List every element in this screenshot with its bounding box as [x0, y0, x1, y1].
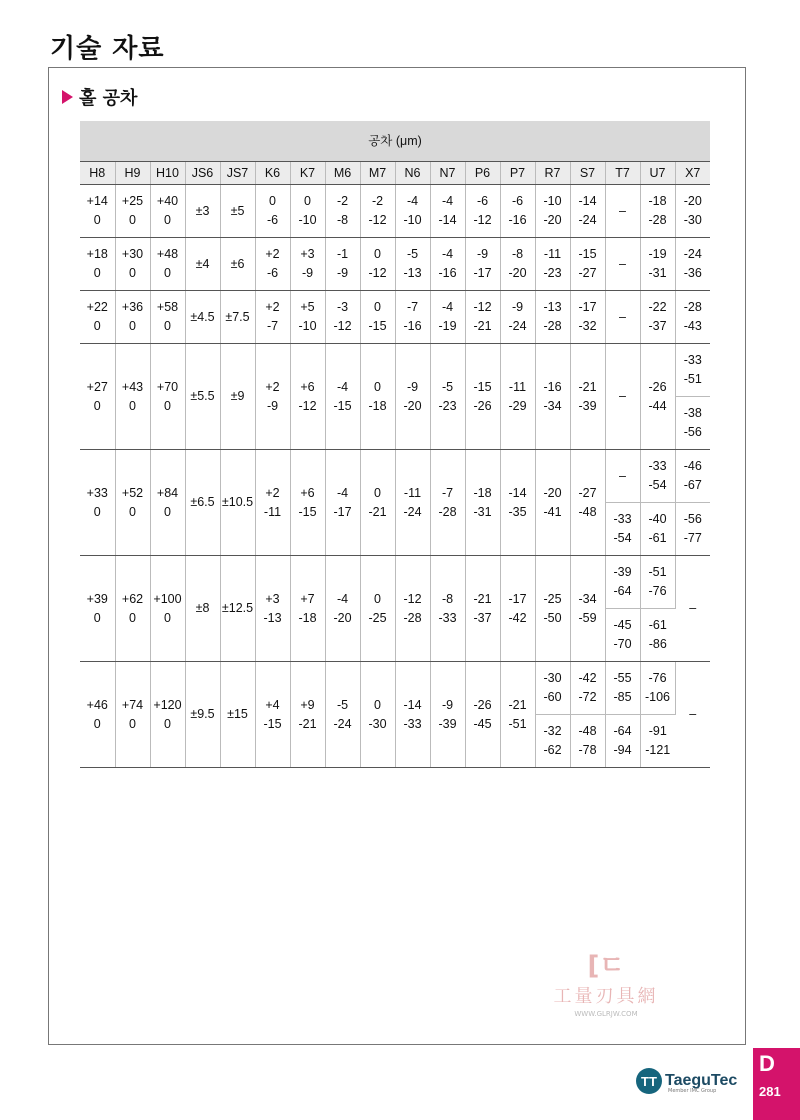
table-cell: +3 -13: [255, 556, 290, 662]
column-header: JS7: [220, 162, 255, 185]
table-cell: -8 -33: [430, 556, 465, 662]
table-cell: -91 -121: [640, 715, 675, 768]
table-cell: -4 -16: [430, 238, 465, 291]
table-cell: –: [605, 450, 640, 503]
table-cell: +70 0: [150, 344, 185, 450]
table-cell: -5 -24: [325, 662, 360, 768]
table-cell: +62 0: [115, 556, 150, 662]
watermark-logo-icon: [ㄷ: [587, 951, 625, 981]
table-cell: +3 -9: [290, 238, 325, 291]
table-cell: -27 -48: [570, 450, 605, 556]
table-cell: +27 0: [80, 344, 115, 450]
table-cell: -20 -30: [675, 185, 710, 238]
column-header: S7: [570, 162, 605, 185]
table-cell: +84 0: [150, 450, 185, 556]
table-cell: +25 0: [115, 185, 150, 238]
section-heading: [62, 84, 137, 110]
table-cell: -17 -42: [500, 556, 535, 662]
table-cell: +2 -7: [255, 291, 290, 344]
table-cell: -6 -12: [465, 185, 500, 238]
table-cell: 0 -10: [290, 185, 325, 238]
table-cell: ±12.5: [220, 556, 255, 662]
watermark: [536, 945, 676, 1018]
table-cell: –: [675, 662, 710, 768]
table-cell: -40 -61: [640, 503, 675, 556]
page-number: 281: [759, 1084, 781, 1099]
table-cell: -11 -24: [395, 450, 430, 556]
table-cell: -18 -31: [465, 450, 500, 556]
table-cell: –: [605, 185, 640, 238]
table-cell: -2 -12: [360, 185, 395, 238]
table-cell: -26 -45: [465, 662, 500, 768]
table-cell: +58 0: [150, 291, 185, 344]
table-cell: -19 -31: [640, 238, 675, 291]
table-cell: ±3: [185, 185, 220, 238]
table-cell: +36 0: [115, 291, 150, 344]
table-cell: -21 -37: [465, 556, 500, 662]
table-cell: -33 -51: [675, 344, 710, 397]
table-cell: –: [605, 238, 640, 291]
table-cell: -13 -28: [535, 291, 570, 344]
table-cell: ±6.5: [185, 450, 220, 556]
column-header: X7: [675, 162, 710, 185]
table-cell: +33 0: [80, 450, 115, 556]
table-cell: ±8: [185, 556, 220, 662]
section-title: 홀 공차: [79, 88, 138, 109]
table-cell: -4 -14: [430, 185, 465, 238]
table-cell: ±9: [220, 344, 255, 450]
table-cell: –: [675, 556, 710, 662]
table-cell: -18 -28: [640, 185, 675, 238]
table-cell: -61 -86: [640, 609, 675, 662]
table-cell: -4 -17: [325, 450, 360, 556]
table-cell: 0 -6: [255, 185, 290, 238]
table-cell: -15 -27: [570, 238, 605, 291]
column-header: N7: [430, 162, 465, 185]
table-cell: 0 -30: [360, 662, 395, 768]
table-cell: -33 -54: [640, 450, 675, 503]
table-cell: -12 -28: [395, 556, 430, 662]
column-header: H10: [150, 162, 185, 185]
table-cell: -51 -76: [640, 556, 675, 609]
column-header: T7: [605, 162, 640, 185]
watermark-url: WWW.GLRJW.COM: [574, 1010, 638, 1018]
table-cell: +14 0: [80, 185, 115, 238]
table-cell: +4 -15: [255, 662, 290, 768]
table-cell: -30 -60: [535, 662, 570, 715]
table-cell: +6 -15: [290, 450, 325, 556]
table-cell: -21 -51: [500, 662, 535, 768]
table-cell: ±4: [185, 238, 220, 291]
table-cell: -14 -35: [500, 450, 535, 556]
table-cell: +120 0: [150, 662, 185, 768]
taegutec-logo-icon: TT: [636, 1068, 662, 1094]
column-header: R7: [535, 162, 570, 185]
table-cell: +40 0: [150, 185, 185, 238]
brand-subtitle: Member IMC Group: [668, 1088, 717, 1094]
column-header: K6: [255, 162, 290, 185]
table-cell: -33 -54: [605, 503, 640, 556]
table-cell: -76 -106: [640, 662, 675, 715]
table-cell: -3 -12: [325, 291, 360, 344]
table-cell: -9 -20: [395, 344, 430, 450]
table-cell: -5 -23: [430, 344, 465, 450]
table-cell: –: [605, 291, 640, 344]
brand-logo-block: [636, 1068, 737, 1094]
table-cell: –: [605, 344, 640, 450]
table-cell: -20 -41: [535, 450, 570, 556]
table-cell: +100 0: [150, 556, 185, 662]
column-header: U7: [640, 162, 675, 185]
table-cell: -64 -94: [605, 715, 640, 768]
table-cell: -14 -33: [395, 662, 430, 768]
table-cell: +7 -18: [290, 556, 325, 662]
table-cell: -6 -16: [500, 185, 535, 238]
table-cell: -34 -59: [570, 556, 605, 662]
table-cell: ±10.5: [220, 450, 255, 556]
column-header: M7: [360, 162, 395, 185]
table-cell: -45 -70: [605, 609, 640, 662]
table-cell: -11 -23: [535, 238, 570, 291]
column-header: P7: [500, 162, 535, 185]
table-cell: 0 -15: [360, 291, 395, 344]
watermark-text: 工量刃具網: [553, 986, 659, 1007]
table-cell: -4 -20: [325, 556, 360, 662]
table-cell: ±9.5: [185, 662, 220, 768]
table-cell: -26 -44: [640, 344, 675, 450]
table-cell: -9 -24: [500, 291, 535, 344]
table-cell: +18 0: [80, 238, 115, 291]
table-cell: +2 -11: [255, 450, 290, 556]
column-header: P6: [465, 162, 500, 185]
page-title: 기술 자료: [50, 34, 165, 64]
table-caption: 공차 (μm): [80, 121, 710, 162]
table-cell: -15 -26: [465, 344, 500, 450]
table-cell: -7 -16: [395, 291, 430, 344]
table-cell: ±15: [220, 662, 255, 768]
table-cell: +2 -9: [255, 344, 290, 450]
table-cell: +48 0: [150, 238, 185, 291]
table-cell: -56 -77: [675, 503, 710, 556]
table-cell: ±6: [220, 238, 255, 291]
section-tab-letter: D: [759, 1051, 775, 1076]
table-cell: 0 -18: [360, 344, 395, 450]
table-cell: -11 -29: [500, 344, 535, 450]
table-cell: -5 -13: [395, 238, 430, 291]
table-cell: +43 0: [115, 344, 150, 450]
table-cell: -39 -64: [605, 556, 640, 609]
table-cell: -21 -39: [570, 344, 605, 450]
table-cell: 0 -12: [360, 238, 395, 291]
column-header: H8: [80, 162, 115, 185]
table-cell: +22 0: [80, 291, 115, 344]
table-cell: ±7.5: [220, 291, 255, 344]
section-tab: [753, 1048, 800, 1120]
table-cell: -4 -10: [395, 185, 430, 238]
hole-tolerance-table: [80, 121, 710, 768]
brand-name: TaeguTec: [665, 1072, 738, 1089]
table-cell: -14 -24: [570, 185, 605, 238]
table-cell: -46 -67: [675, 450, 710, 503]
table-cell: -28 -43: [675, 291, 710, 344]
column-header: K7: [290, 162, 325, 185]
table-cell: -48 -78: [570, 715, 605, 768]
table-cell: -8 -20: [500, 238, 535, 291]
table-cell: -17 -32: [570, 291, 605, 344]
table-cell: -7 -28: [430, 450, 465, 556]
table-cell: -32 -62: [535, 715, 570, 768]
table-cell: -42 -72: [570, 662, 605, 715]
table-cell: -4 -19: [430, 291, 465, 344]
table-cell: +74 0: [115, 662, 150, 768]
table-cell: -38 -56: [675, 397, 710, 450]
table-cell: ±5.5: [185, 344, 220, 450]
table-cell: +30 0: [115, 238, 150, 291]
table-cell: -9 -17: [465, 238, 500, 291]
column-header: N6: [395, 162, 430, 185]
table-cell: -55 -85: [605, 662, 640, 715]
table-cell: -24 -36: [675, 238, 710, 291]
table-cell: -10 -20: [535, 185, 570, 238]
table-cell: 0 -21: [360, 450, 395, 556]
table-cell: -9 -39: [430, 662, 465, 768]
table-cell: +39 0: [80, 556, 115, 662]
column-header: M6: [325, 162, 360, 185]
table-cell: -12 -21: [465, 291, 500, 344]
column-header: H9: [115, 162, 150, 185]
table-cell: -1 -9: [325, 238, 360, 291]
table-cell: +5 -10: [290, 291, 325, 344]
table-cell: -2 -8: [325, 185, 360, 238]
table-cell: ±4.5: [185, 291, 220, 344]
table-cell: +2 -6: [255, 238, 290, 291]
column-header: JS6: [185, 162, 220, 185]
table-cell: +6 -12: [290, 344, 325, 450]
table-cell: +46 0: [80, 662, 115, 768]
table-cell: +9 -21: [290, 662, 325, 768]
table-cell: ±5: [220, 185, 255, 238]
table-cell: -22 -37: [640, 291, 675, 344]
table-cell: -4 -15: [325, 344, 360, 450]
table-cell: -16 -34: [535, 344, 570, 450]
table-cell: +52 0: [115, 450, 150, 556]
table-cell: 0 -25: [360, 556, 395, 662]
triangle-bullet-icon: [62, 90, 73, 104]
table-cell: -25 -50: [535, 556, 570, 662]
